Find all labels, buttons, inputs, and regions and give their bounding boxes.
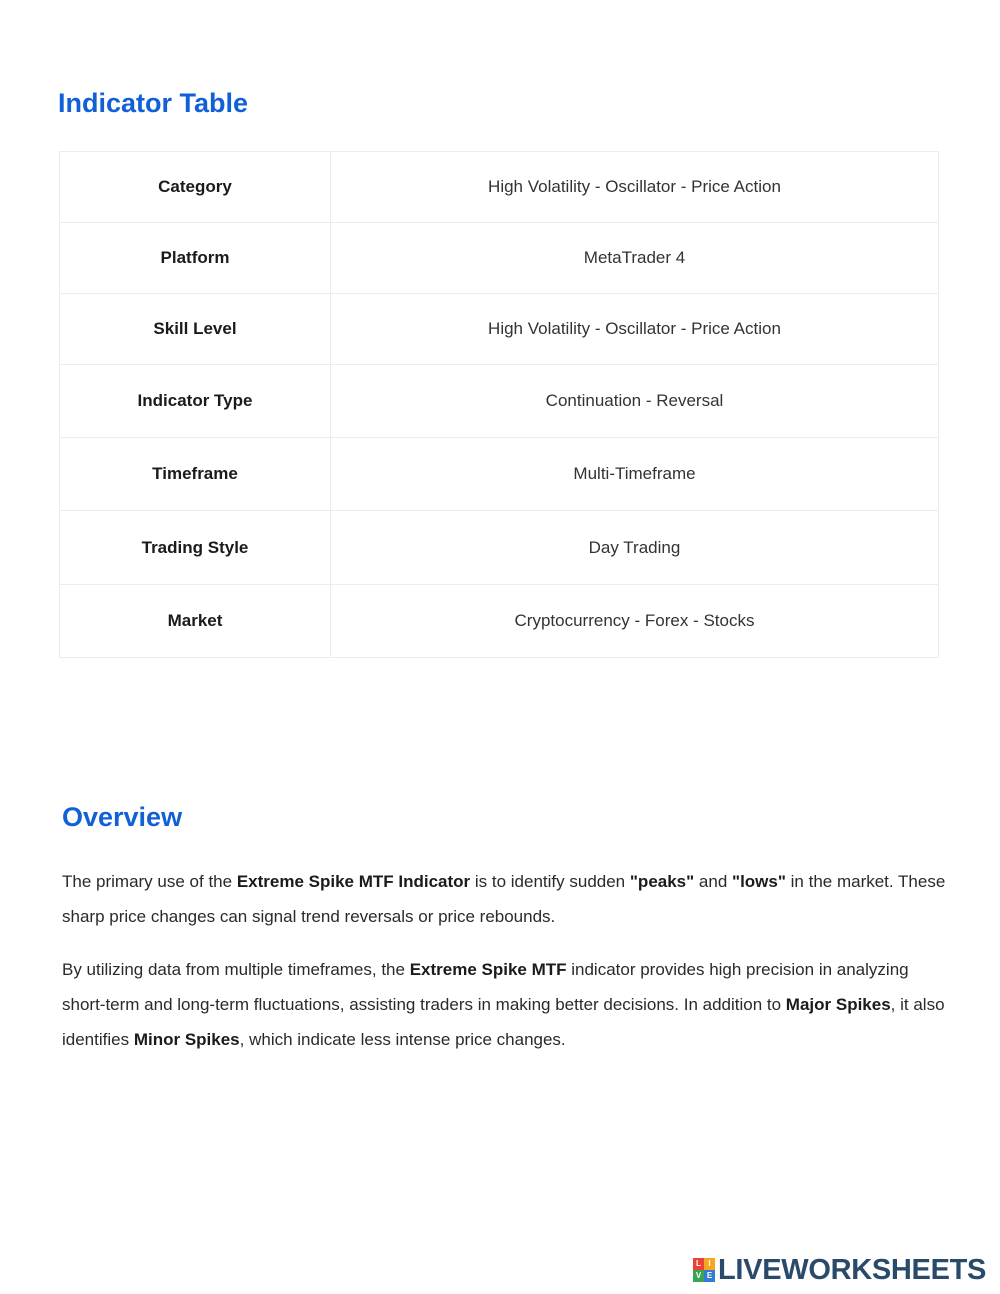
text: and	[694, 872, 733, 891]
logo-mark-cell: V	[693, 1270, 704, 1282]
table-key: Market	[60, 585, 331, 658]
bold-text: Major Spikes	[785, 995, 891, 1014]
table-value: Day Trading	[331, 511, 939, 585]
table-value: MetaTrader 4	[331, 223, 939, 294]
table-key: Indicator Type	[60, 365, 331, 438]
bold-text: Extreme Spike MTF Indicator	[236, 872, 471, 891]
table-value: High Volatility - Oscillator - Price Action	[331, 294, 939, 365]
liveworksheets-logo	[693, 1255, 986, 1285]
bold-text: Extreme Spike MTF	[409, 960, 567, 979]
table-value: High Volatility - Oscillator - Price Action	[331, 152, 939, 223]
table-row	[60, 438, 939, 511]
logo-mark-cell: I	[704, 1258, 715, 1270]
bold-text: "lows"	[732, 872, 786, 891]
logo-text: LIVEWORKSHEETS	[718, 1253, 987, 1286]
table-row	[60, 585, 939, 658]
overview-body	[62, 864, 952, 1075]
table-row	[60, 223, 939, 294]
table-value: Multi-Timeframe	[331, 438, 939, 511]
table-key: Trading Style	[60, 511, 331, 585]
table-key: Timeframe	[60, 438, 331, 511]
table-row	[60, 365, 939, 438]
indicator-table	[59, 151, 939, 658]
text: indicator provides high precision in analyzing short-term and long-term fluctuations, assisting traders in making better decisions. In addition to	[62, 960, 909, 1014]
overview-title: Overview	[62, 802, 183, 832]
text: By utilizing data from multiple timeframes, the	[62, 960, 410, 979]
table-value: Continuation - Reversal	[331, 365, 939, 438]
bold-text: "peaks"	[629, 872, 695, 891]
table-key: Category	[60, 152, 331, 223]
text: in the market. These sharp price changes can signal trend reversals or price rebounds.	[62, 872, 946, 926]
table-row	[60, 152, 939, 223]
table-key: Skill Level	[60, 294, 331, 365]
text: , it also identifies	[62, 995, 945, 1049]
indicator-table-title: Indicator Table	[58, 88, 249, 118]
table-value: Cryptocurrency - Forex - Stocks	[331, 585, 939, 658]
overview-paragraph-2	[62, 952, 952, 1057]
text: is to identify sudden	[470, 872, 630, 891]
table-key: Platform	[60, 223, 331, 294]
logo-mark-cell: E	[704, 1270, 715, 1282]
table-row	[60, 294, 939, 365]
overview-paragraph-1	[62, 864, 952, 934]
logo-mark-icon	[693, 1258, 715, 1282]
logo-mark-cell: L	[693, 1258, 704, 1270]
table-row	[60, 511, 939, 585]
bold-text: Minor Spikes	[133, 1030, 240, 1049]
text: , which indicate less intense price changes.	[239, 1030, 566, 1049]
text: The primary use of the	[62, 872, 237, 891]
